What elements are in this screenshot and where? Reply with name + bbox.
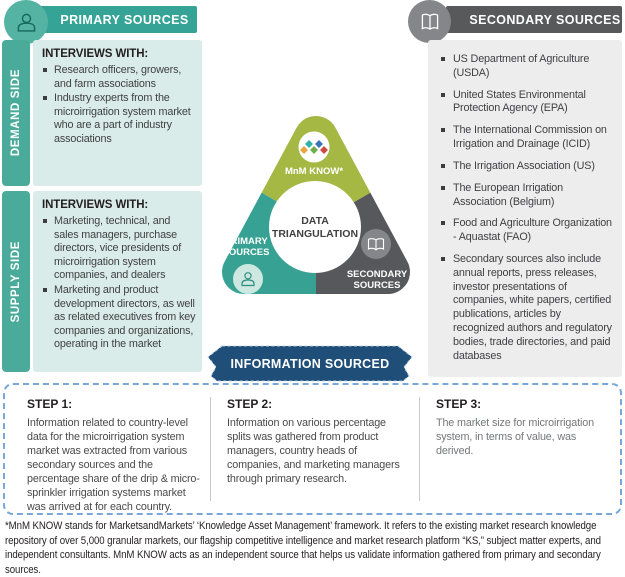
primary-sources-header [30,6,197,33]
list-item: Food and Agriculture Organization - Aquastat (FAO) [440,217,614,245]
person-icon [4,0,48,44]
steps-box [3,383,622,515]
data-triangulation-diagram [218,112,414,308]
step-1-text: Information related to country-level data for the microirrigation system market was extracted from various secondary sources and the percentage share of the drip & micro-sprinkler irrigation systems market was arrived at for each country. [27,417,200,514]
demand-side-strip [2,40,30,186]
book-icon [408,0,451,43]
mnm-know-label: MnM KNOW* [284,166,344,177]
demand-heading: INTERVIEWS WITH: [42,48,149,60]
list-item: Marketing, technical, and sales managers, purchase directors, vice presidents of microirrigation system companies, and dealers [42,215,196,283]
list-item: United States Environmental Protection Agency (EPA) [440,89,614,117]
list-item: Marketing and product development directors, as well as related executives from key companies and organizations, operating in the market [42,284,196,352]
triangle-secondary-line2: SOURCES [353,280,401,291]
triangle-primary-line2: SOURCES [222,247,270,258]
information-sourced-banner [207,345,413,382]
step-2 [211,385,419,513]
step-2-title: STEP 2: [227,397,273,411]
step-2-text: Information on various percentage splits was gathered from product managers, country heads of companies, and marketing managers through primary research. [227,417,400,486]
demand-side-label: DEMAND SIDE [10,69,22,157]
list-item: Industry experts from the microirrigation system market who are a part of industry associations [42,92,196,146]
secondary-sources-header [446,6,622,33]
footnote: *MnM KNOW stands for MarketsandMarkets’ ‘Knowledge Asset Management’ framework. It refers to the existing market research knowledge repository of over 5,000 granular markets, our flagship competitive intelligence and market research platform “KS,” subject matter experts, and independent consultants. MnM KNOW acts as an independent source that helps us validate information gathered from primary and secondary sources. [5,520,601,576]
supply-panel [33,191,202,372]
demand-list [42,64,196,147]
list-item: The International Commission on Irrigation and Drainage (ICID) [440,124,614,152]
list-item: The European Irrigation Association (Belgium) [440,182,614,210]
primary-sources-header-label: PRIMARY SOURCES [60,12,189,27]
supply-side-strip [2,191,30,372]
supply-heading: INTERVIEWS WITH: [42,199,149,211]
step-3-title: STEP 3: [436,397,482,411]
triangle-primary-line1: PRIMARY [224,236,268,247]
demand-panel [33,40,202,186]
step-3-text: The market size for microirrigation system, in terms of value, was derived. [436,417,594,458]
triangle-secondary-line1: SECONDARY [346,269,408,280]
supply-side-label: SUPPLY SIDE [10,240,22,323]
step-1 [5,385,210,513]
center-circle [269,181,361,273]
secondary-list [440,53,614,363]
step-1-title: STEP 1: [27,397,73,411]
list-item: Secondary sources also include annual reports, press releases, investor presentations of companies, white papers, certified publications, articles by recognized authors and regulatory bodies, trade directories, and paid databases [440,253,614,364]
list-item: The Irrigation Association (US) [440,160,614,174]
information-sourced-label: INFORMATION SOURCED [230,356,390,371]
center-label-line2: TRIANGULATION [271,228,359,240]
secondary-sources-header-label: SECONDARY SOURCES [469,12,621,27]
secondary-panel [428,40,622,377]
list-item: US Department of Agriculture (USDA) [440,53,614,81]
center-label-line1: DATA [301,215,329,227]
supply-list [42,215,196,352]
list-item: Research officers, growers, and farm associations [42,64,196,91]
step-3 [420,385,620,513]
